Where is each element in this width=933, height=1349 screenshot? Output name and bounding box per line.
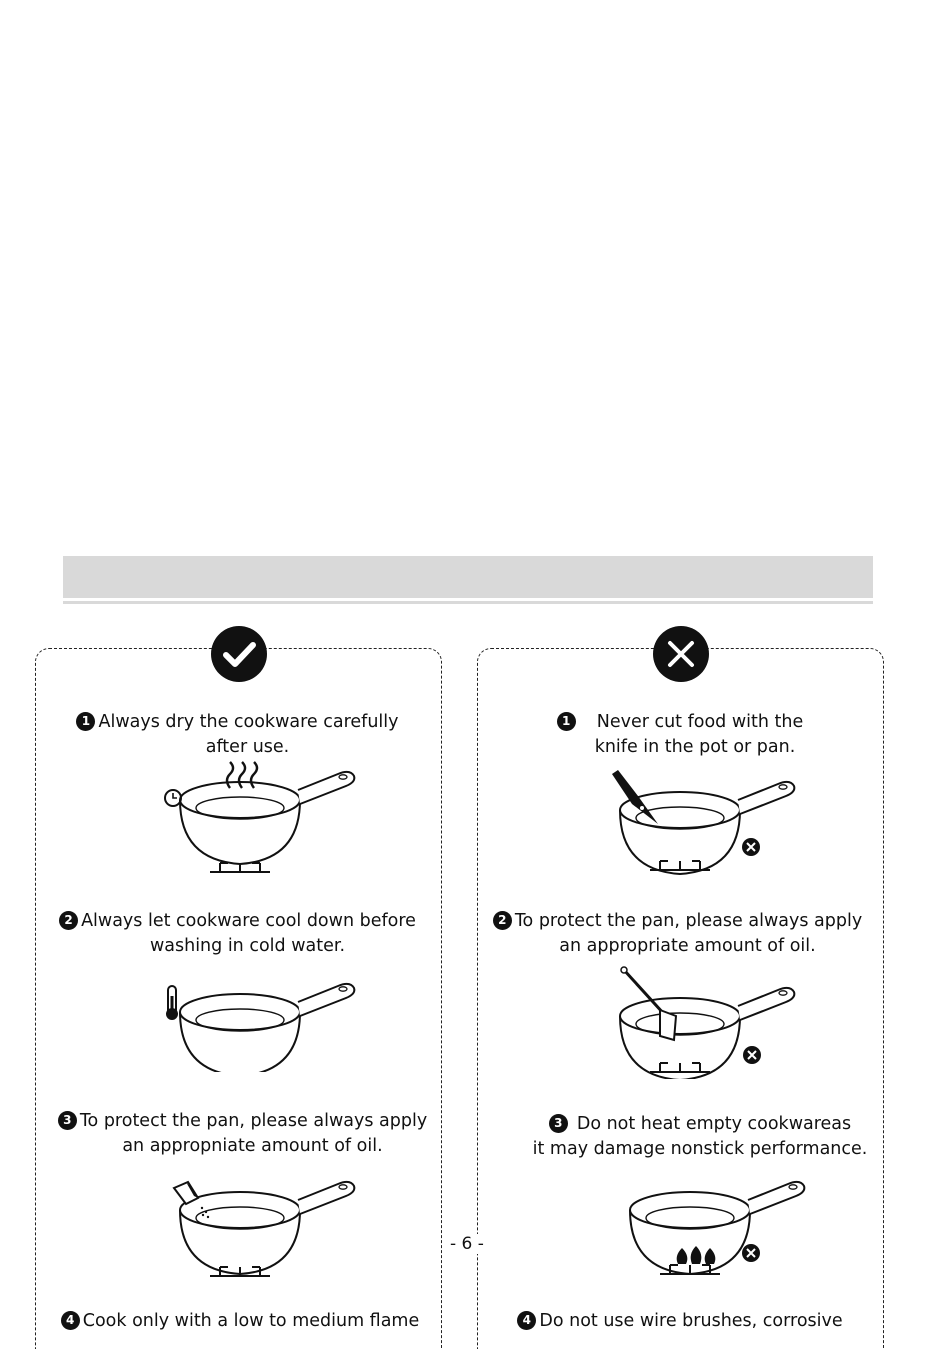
- dont-step-4: 4 Do not use wire brushes, corrosive: [500, 1309, 860, 1334]
- empty-pan-heat-illustration: [600, 1168, 830, 1283]
- oil-pan-illustration: [150, 1170, 380, 1280]
- step-number-badge: 2: [59, 911, 78, 930]
- section-header-bar: [63, 556, 873, 598]
- do-step-4: 4 Cook only with a low to medium flame: [55, 1309, 425, 1334]
- dont-step-1: 1 Never cut food with the knife in the pot or pan.: [530, 710, 830, 760]
- step-number-badge: 1: [76, 712, 95, 731]
- do-step-1: 1 Always dry the cookware carefully after use.: [60, 710, 415, 760]
- step-number-badge: 2: [493, 911, 512, 930]
- step-number-badge: 4: [61, 1311, 80, 1330]
- x-badge-icon: [742, 1244, 760, 1262]
- dry-pan-illustration: [150, 760, 380, 880]
- page-number: - 6 -: [450, 1234, 484, 1254]
- step-number-badge: 4: [517, 1311, 536, 1330]
- knife-pan-illustration: [590, 762, 820, 882]
- x-badge-icon: [742, 838, 760, 856]
- do-step-2: 2 Always let cookware cool down before washing in cold water.: [55, 909, 420, 959]
- step-number-badge: 3: [58, 1111, 77, 1130]
- dont-step-3: 3 Do not heat empty cookwareas it may damage nonstick performance.: [532, 1114, 868, 1159]
- do-step-3: 3 To protect the pan, please always apply an appropniate amount of oil.: [55, 1109, 430, 1159]
- checkmark-circle-icon: [211, 626, 267, 682]
- cool-pan-illustration: [150, 972, 380, 1072]
- step-number-badge: 3: [549, 1114, 568, 1133]
- cross-circle-icon: [653, 626, 709, 682]
- section-divider: [63, 601, 873, 604]
- x-badge-icon: [743, 1046, 761, 1064]
- step-number-badge: 1: [557, 712, 576, 731]
- dont-step-2: 2 To protect the pan, please always apply an appropriate amount of oil.: [490, 909, 865, 959]
- spatula-pan-illustration: [590, 964, 820, 1079]
